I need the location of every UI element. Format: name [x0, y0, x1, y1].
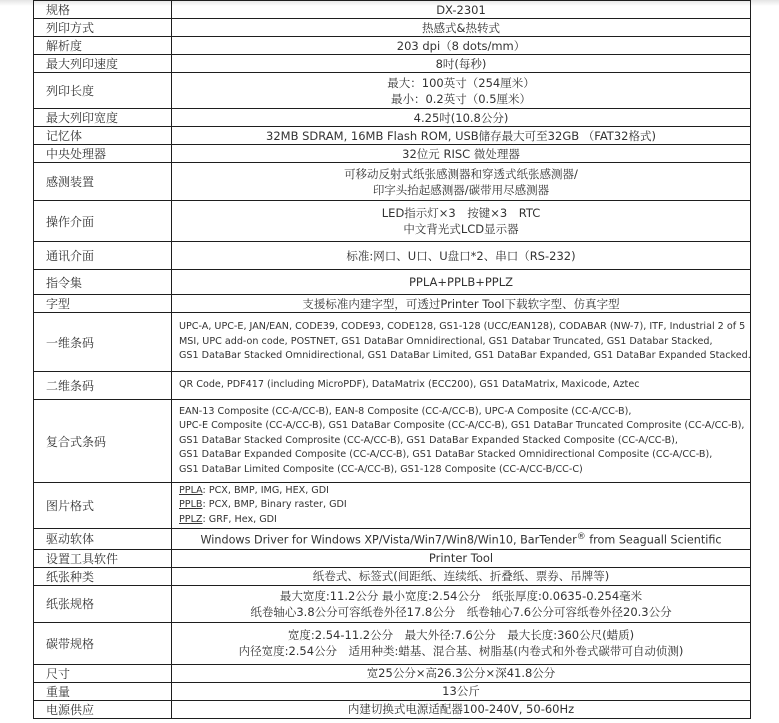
command-language-label: PPLB [179, 499, 203, 511]
command-language-label: PPLA [179, 484, 203, 496]
spec-label: 记忆体 [34, 127, 172, 145]
spec-label: 列印方式 [34, 19, 172, 37]
format-list: : PCX, BMP, IMG, HEX, GDI [202, 484, 329, 496]
table-row [34, 549, 751, 567]
table-row [34, 19, 751, 37]
table-row [34, 585, 751, 622]
spec-value-line: 宽度:2.54-11.2公分 最大外径:7.6公分 最大长度:360公尺(蜡质) [287, 628, 635, 643]
spec-value [172, 567, 751, 585]
spec-value-line: 32位元 RISC 微处理器 [402, 146, 520, 161]
spec-label: 规格 [34, 1, 172, 19]
spec-value [172, 1, 751, 19]
spec-value-line: 203 dpi（8 dots/mm） [396, 38, 526, 53]
spec-value [172, 549, 751, 567]
spec-value-line: LED指示灯×3 按键×3 RTC [381, 206, 541, 220]
table-row [34, 622, 751, 664]
table-row [34, 242, 751, 270]
table-row [34, 127, 751, 145]
table-row [34, 664, 751, 682]
spec-value [172, 201, 751, 242]
spec-label: 设置工具软件 [34, 549, 172, 567]
spec-label: 电源供应 [34, 700, 172, 718]
spec-value-line: 可移动反射式纸张感测器和穿透式纸张感测器/ [344, 166, 578, 181]
spec-value [172, 400, 751, 483]
spec-label: 纸张规格 [34, 585, 172, 622]
table-row [34, 700, 751, 718]
spec-value-line: GS1 DataBar Expanded Composite (CC-A/CC-B), GS1 DataBar Stacked Omnidirectional Composite (CC-A/CC-B), [179, 449, 713, 461]
driver-suffix: from Seaguall Scientific [585, 533, 722, 547]
spec-label: 字型 [34, 295, 172, 313]
spec-value-line: UPC-E Composite (CC-A/CC-B), GS1 DataBar Composite (CC-A/CC-B), GS1 DataBar Truncated Comprosite (CC-A/CC-B), [179, 420, 745, 432]
spec-value-line: 印字头抬起感测器/碳带用尽感测器 [372, 182, 550, 197]
spec-value-line: 内建切换式电源适配器100-240V, 50-60Hz [347, 702, 575, 717]
spec-value [172, 109, 751, 127]
driver-text: Windows Driver for Windows XP/Vista/Win7/Win8/Win10, BarTender [200, 533, 577, 547]
spec-value-line: 支援标准内建字型，可透过Printer Tool下载软字型、仿真字型 [302, 296, 620, 311]
spec-value [172, 19, 751, 37]
spec-label: 感测装置 [34, 163, 172, 201]
table-row [34, 483, 751, 529]
spec-label: 纸张种类 [34, 567, 172, 585]
image-format-line [179, 513, 750, 528]
spec-value-line: DX-2301 [436, 2, 486, 17]
spec-label: 复合式条码 [34, 400, 172, 483]
spec-value-line: 宽25公分×高26.3公分×深41.8公分 [366, 666, 556, 681]
table-row [34, 529, 751, 550]
table-row [34, 1, 751, 19]
format-list: : PCX, BMP, Binary raster, GDI [202, 499, 347, 511]
table-row [34, 145, 751, 163]
spec-value-line: 4.25吋(10.8公分) [413, 110, 509, 125]
table-row [34, 682, 751, 700]
spec-value-line: 最大宽度:11.2公分 最小宽度:2.54公分 纸张厚度:0.0635-0.254毫米 [279, 588, 643, 603]
spec-value-line: 热感式&热转式 [422, 20, 500, 35]
spec-value [172, 664, 751, 682]
spec-value-line: 内径宽度:2.54公分 适用种类:蜡基、混合基、树脂基(内卷式和外卷式碳带可自动侦测) [238, 644, 684, 659]
registered-mark: ® [576, 532, 586, 542]
spec-value-line: EAN-13 Composite (CC-A/CC-B), EAN-8 Composite (CC-A/CC-B), UPC-A Composite (CC-A/CC-B), [179, 405, 632, 417]
table-row [34, 201, 751, 242]
spec-value-line: UPC-A, UPC-E, JAN/EAN, CODE39, CODE93, CODE128, GS1-128 (UCC/EAN128), CODABAR (NW-7), ITF, Industrial 2 of 5 [179, 321, 746, 333]
spec-label: 解析度 [34, 37, 172, 55]
spec-table-body [34, 1, 751, 719]
table-row [34, 567, 751, 585]
spec-label: 尺寸 [34, 664, 172, 682]
spec-value-line: 13公斤 [442, 684, 480, 699]
spec-value-line: 32MB SDRAM, 16MB Flash ROM, USB储存最大可至32GB （FAT32格式) [266, 128, 656, 143]
spec-label: 驱动软体 [34, 529, 172, 550]
spec-value-line: QR Code, PDF417 (including MicroPDF), DataMatrix (ECC200), GS1 DataMatrix, Maxicode, Aztec [179, 379, 640, 391]
spec-value [172, 270, 751, 295]
spec-value-line: 最大：100英寸（254厘米） [387, 75, 535, 90]
spec-label: 最大列印速度 [34, 55, 172, 73]
table-row [34, 295, 751, 313]
table-row [34, 400, 751, 483]
spec-value-line: 中文背光式LCD显示器 [403, 222, 519, 236]
table-row [34, 163, 751, 201]
spec-value-line: 8吋(每秒) [435, 56, 487, 71]
table-row [34, 313, 751, 372]
spec-value-line: GS1 DataBar Stacked Omnidirectional, GS1 DataBar Limited, GS1 DataBar Expanded, GS1 DataBar Expanded Stacked. [179, 350, 751, 362]
spec-table [33, 0, 751, 719]
spec-value [172, 145, 751, 163]
driver-line [172, 529, 750, 549]
spec-label: 图片格式 [34, 483, 172, 529]
format-list: : GRF, Hex, GDI [202, 513, 277, 525]
spec-value [172, 372, 751, 400]
spec-label: 指令集 [34, 270, 172, 295]
spec-value-line: GS1 DataBar Stacked Comprosite (CC-A/CC-B), GS1 DataBar Expanded Stacked Composite (CC-A/CC-B), [179, 434, 678, 446]
image-format-line [179, 484, 750, 499]
spec-label: 中央处理器 [34, 145, 172, 163]
spec-label: 最大列印宽度 [34, 109, 172, 127]
table-row [34, 55, 751, 73]
spec-label: 重量 [34, 682, 172, 700]
spec-value [172, 127, 751, 145]
table-row [34, 109, 751, 127]
spec-value-line: 纸卷轴心3.8公分可容纸卷外径17.8公分 纸卷轴心7.6公分可容纸卷外径20.3公分 [250, 604, 672, 619]
spec-value [172, 37, 751, 55]
spec-value [172, 163, 751, 201]
spec-value [172, 622, 751, 664]
spec-value-line: 纸卷式、标签式(间距纸、连续纸、折叠纸、票券、吊牌等) [312, 569, 610, 584]
spec-label: 通讯介面 [34, 242, 172, 270]
spec-value [172, 529, 751, 550]
spec-label: 碳带规格 [34, 622, 172, 664]
spec-label: 操作介面 [34, 201, 172, 242]
image-format-line [179, 498, 750, 513]
spec-value [172, 242, 751, 270]
table-row [34, 73, 751, 109]
spec-value-line: MSI, UPC add-on code, POSTNET, GS1 DataBar Omnidirectional, GS1 Databar Truncated, GS1 Databar Stacked, [179, 335, 713, 347]
spec-value-line: 最小：0.2英寸（0.5厘米） [390, 91, 532, 106]
spec-value [172, 313, 751, 372]
spec-value-line: GS1 DataBar Limited Composite (CC-A/CC-B), GS1-128 Composite (CC-A/CC-B/CC-C) [179, 463, 583, 475]
spec-value [172, 73, 751, 109]
spec-value [172, 682, 751, 700]
spec-value [172, 55, 751, 73]
spec-value-line: PPLA+PPLB+PPLZ [409, 275, 513, 289]
spec-value [172, 700, 751, 718]
spec-label: 列印长度 [34, 73, 172, 109]
spec-value [172, 585, 751, 622]
spec-label: 一维条码 [34, 313, 172, 372]
table-row [34, 37, 751, 55]
spec-label: 二维条码 [34, 372, 172, 400]
spec-value-line: 标准:网口、U口、U盘口*2、串口（RS-232) [346, 248, 576, 263]
spec-value [172, 295, 751, 313]
command-language-label: PPLZ [179, 513, 203, 525]
table-row [34, 372, 751, 400]
table-row [34, 270, 751, 295]
spec-value [172, 483, 751, 529]
spec-value-line: Printer Tool [428, 551, 494, 566]
